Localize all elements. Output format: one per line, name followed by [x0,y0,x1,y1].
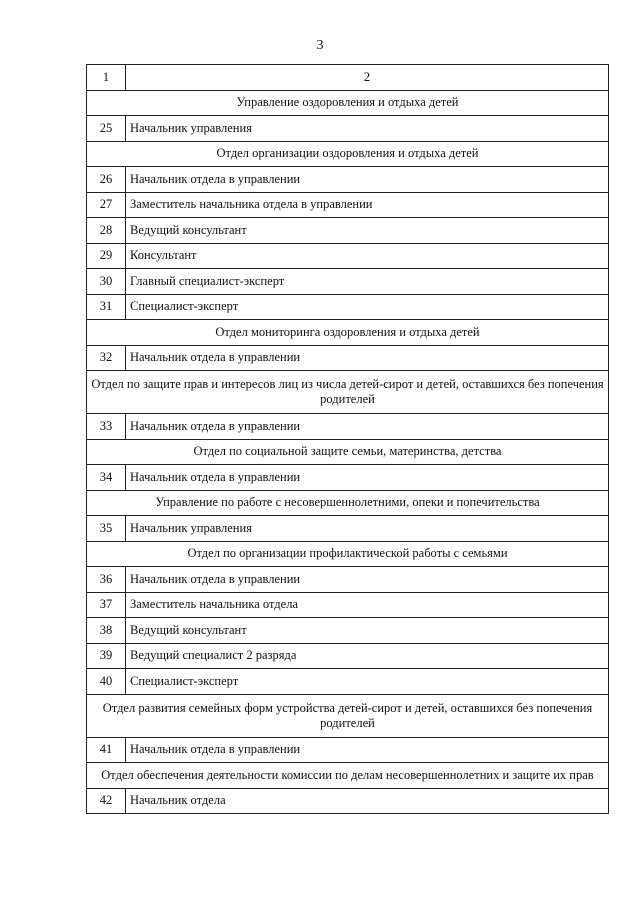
position-title: Начальник управления [126,116,609,142]
table-row [87,192,609,218]
position-title: Начальник отдела в управлении [126,345,609,371]
row-number: 29 [87,243,126,269]
header-col-number: 1 [87,65,126,91]
section-title: Отдел обеспечения деятельности комиссии по делам несовершеннолетних и защите их прав [87,763,609,789]
table-row [87,643,609,669]
position-title: Начальник отдела в управлении [126,737,609,763]
section-row [87,439,609,465]
row-number: 39 [87,643,126,669]
position-title: Заместитель начальника отдела в управлении [126,192,609,218]
row-number: 36 [87,567,126,593]
table-row [87,669,609,695]
table-header-row [87,65,609,91]
position-title: Специалист-эксперт [126,294,609,320]
section-title: Отдел развития семейных форм устройства детей-сирот и детей, оставшихся без попечения родителей [87,694,609,737]
table-row [87,737,609,763]
table-row [87,788,609,814]
row-number: 28 [87,218,126,244]
table-row [87,218,609,244]
position-title: Начальник отдела [126,788,609,814]
row-number: 38 [87,618,126,644]
table-row [87,618,609,644]
section-row [87,371,609,414]
position-title: Специалист-эксперт [126,669,609,695]
position-title: Заместитель начальника отдела [126,592,609,618]
table-row [87,243,609,269]
position-title: Начальник отдела в управлении [126,465,609,491]
position-title: Ведущий специалист 2 разряда [126,643,609,669]
section-title: Отдел по организации профилактической работы с семьями [87,541,609,567]
table-row [87,567,609,593]
page-number: 3 [316,38,324,53]
section-row [87,141,609,167]
position-title: Начальник отдела в управлении [126,414,609,440]
section-title: Отдел организации оздоровления и отдыха детей [87,141,609,167]
section-row [87,694,609,737]
position-title: Консультант [126,243,609,269]
row-number: 42 [87,788,126,814]
table-row [87,167,609,193]
section-title: Отдел по социальной защите семьи, материнства, детства [87,439,609,465]
row-number: 34 [87,465,126,491]
position-title: Ведущий консультант [126,218,609,244]
position-title: Ведущий консультант [126,618,609,644]
section-row [87,320,609,346]
row-number: 32 [87,345,126,371]
position-title: Начальник управления [126,516,609,542]
row-number: 41 [87,737,126,763]
row-number: 33 [87,414,126,440]
row-number: 35 [87,516,126,542]
section-row [87,763,609,789]
position-title: Начальник отдела в управлении [126,167,609,193]
row-number: 26 [87,167,126,193]
table-row [87,592,609,618]
section-title: Управление оздоровления и отдыха детей [87,90,609,116]
row-number: 25 [87,116,126,142]
section-row [87,541,609,567]
table-row [87,465,609,491]
row-number: 37 [87,592,126,618]
table-row [87,269,609,295]
table-row [87,294,609,320]
positions-table-body [87,65,609,814]
row-number: 31 [87,294,126,320]
position-title: Начальник отдела в управлении [126,567,609,593]
table-row [87,116,609,142]
row-number: 30 [87,269,126,295]
section-title: Отдел по защите прав и интересов лиц из числа детей-сирот и детей, оставшихся без попечения родителей [87,371,609,414]
table-row [87,516,609,542]
table-row [87,414,609,440]
positions-table [86,64,609,814]
row-number: 27 [87,192,126,218]
section-row [87,90,609,116]
section-title: Управление по работе с несовершеннолетними, опеки и попечительства [87,490,609,516]
row-number: 40 [87,669,126,695]
position-title: Главный специалист-эксперт [126,269,609,295]
section-title: Отдел мониторинга оздоровления и отдыха детей [87,320,609,346]
table-row [87,345,609,371]
header-col-name: 2 [126,65,609,91]
section-row [87,490,609,516]
